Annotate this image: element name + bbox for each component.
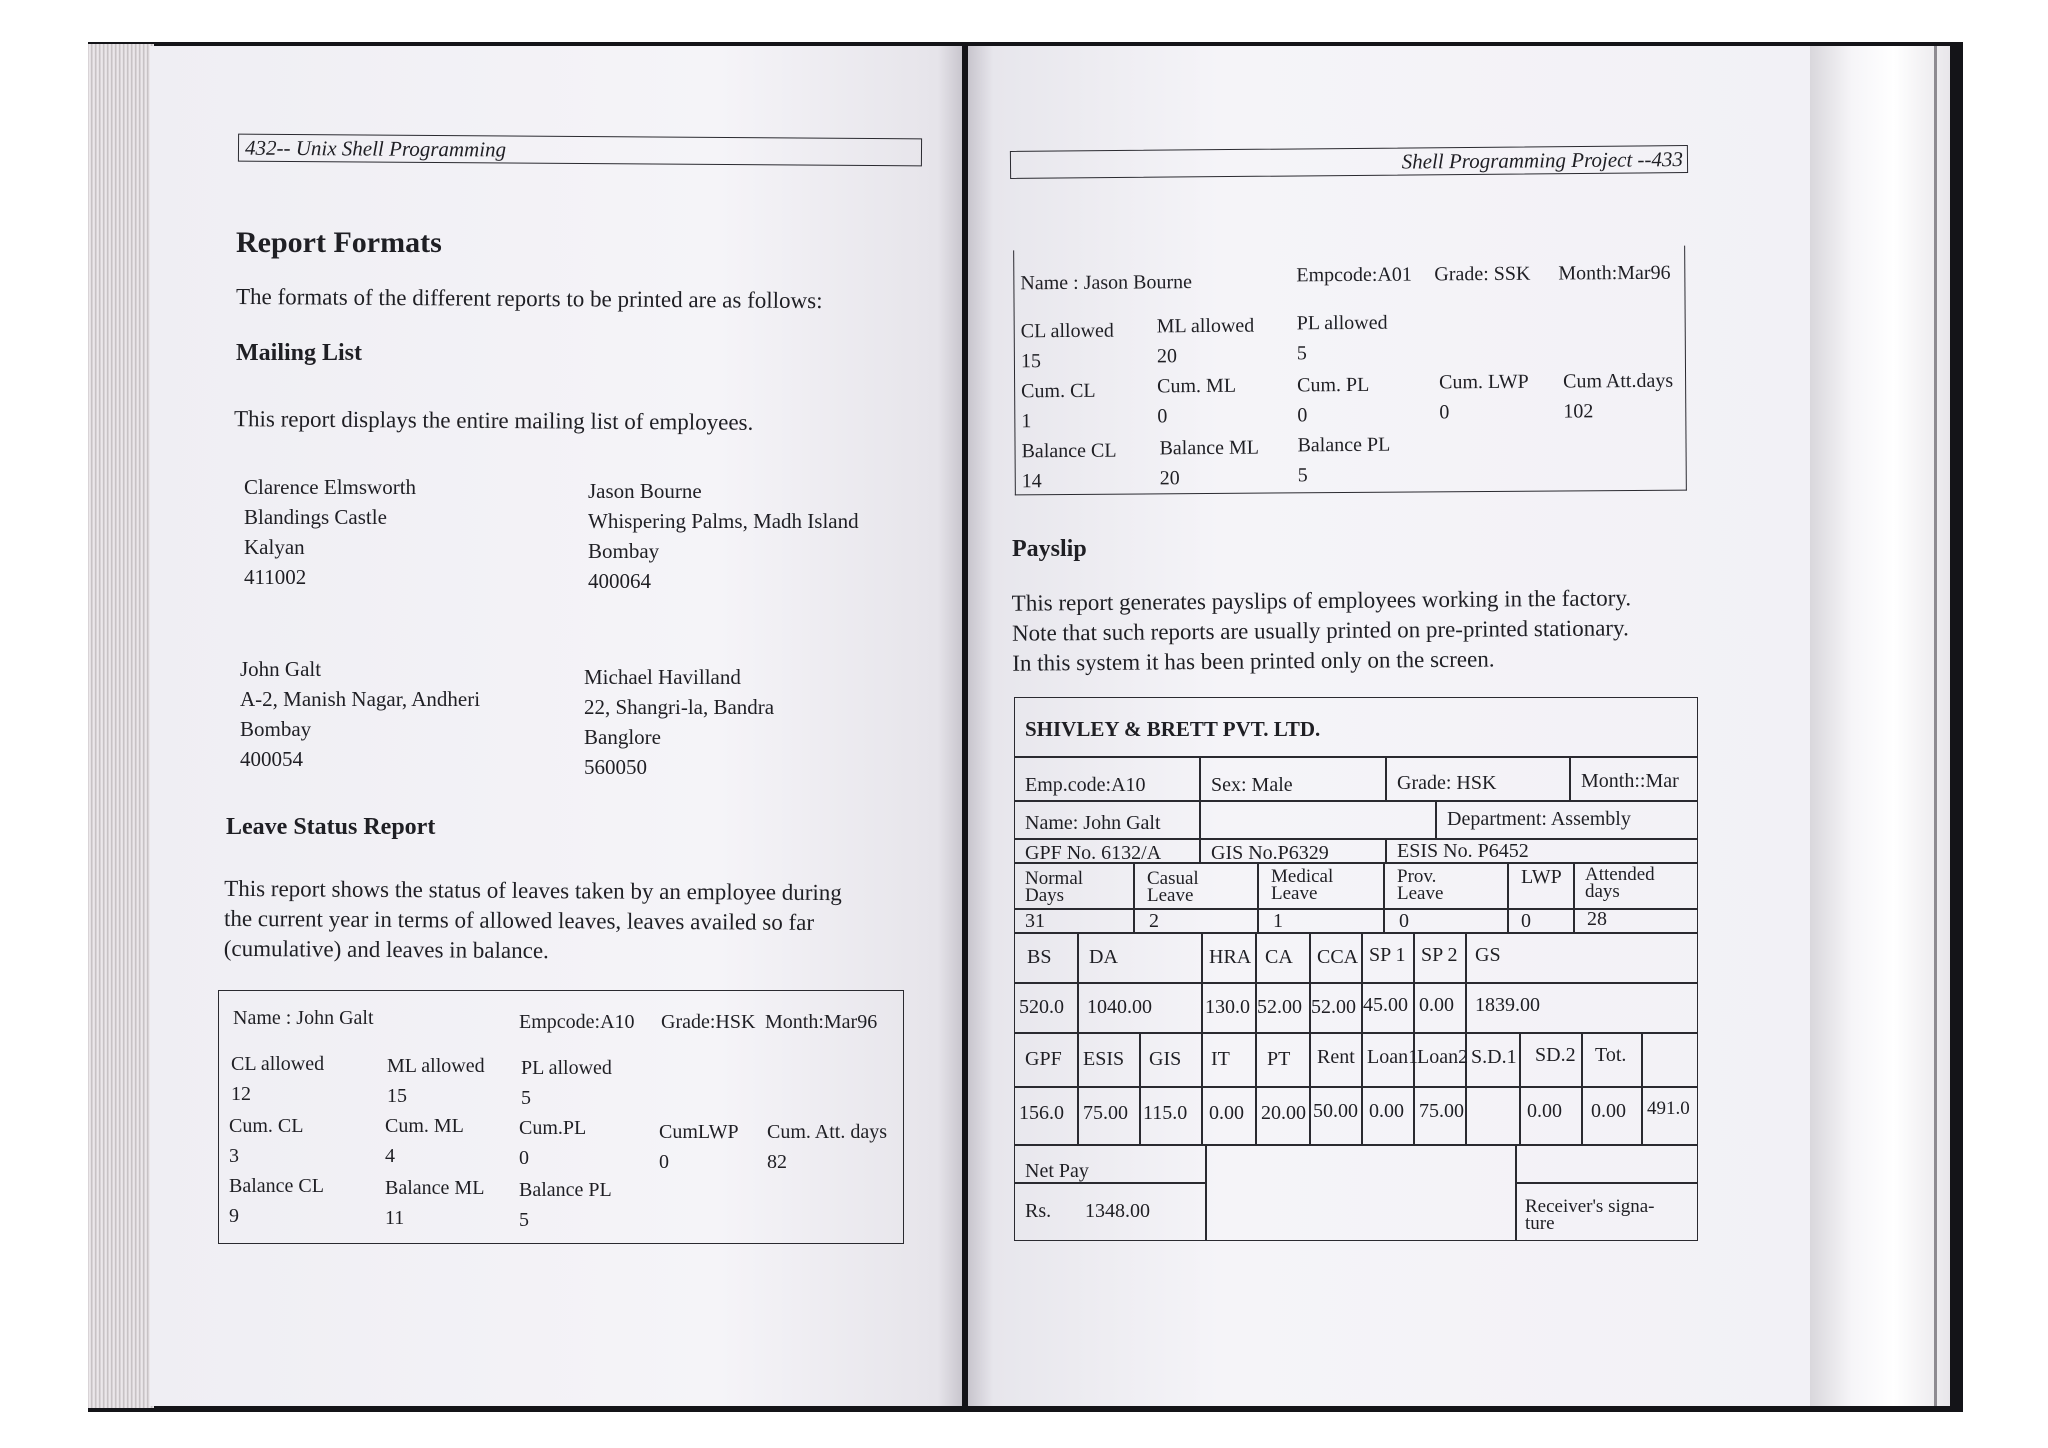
net-pay-label: Net Pay [1025,1160,1089,1182]
medical-leave-value: 1 [1273,910,1283,932]
earn-head-cca: CCA [1317,946,1359,968]
cum-pl-value: 0 [519,1147,529,1169]
col-divider [1139,1032,1141,1144]
casual-leave-label [1147,870,1199,904]
row-divider [1015,982,1697,984]
address-line: 411002 [244,565,307,589]
earn-head-ca: CA [1265,946,1293,968]
payslip-text-line: In this system it has been printed only on the screen. [1012,646,1495,676]
left-page-header [238,134,922,167]
col-divider [1199,838,1201,862]
normal-days-value: 31 [1025,910,1045,932]
col-divider [1199,800,1201,838]
ded-head-sd1: S.D.1 [1471,1046,1517,1068]
address-line: John Galt [240,657,322,681]
cum-ml-value: 0 [1157,405,1168,428]
cl-allowed-value: 15 [1020,350,1042,373]
address-line: Kalyan [244,535,305,559]
cum-att-value: 82 [767,1151,787,1173]
ml-allowed-label: ML allowed [387,1055,485,1077]
bal-pl-value: 5 [1297,464,1308,487]
ded-val-gpf: 156.0 [1019,1102,1064,1124]
cum-att-label: Cum. Att. days [767,1121,888,1143]
payslip-empcode: Emp.code:A10 [1025,774,1146,796]
ml-allowed-value: 15 [387,1085,407,1107]
address-line: Banglore [584,725,661,749]
earn-val-sp2: 0.00 [1419,994,1454,1016]
left-header-text: 432-- Unix Shell Programming [244,135,507,162]
cum-lwp-value: 0 [1439,401,1450,424]
earn-head-sp1: SP 1 [1369,944,1406,966]
prov-leave-value: 0 [1399,910,1409,932]
payslip-text-line: This report generates payslips of employees working in the factory. [1011,585,1632,616]
cum-pl-label: Cum. PL [1297,373,1370,397]
ded-val-sd1: 0.00 [1527,1100,1562,1122]
label-line: Attended [1585,864,1655,885]
col-divider [1515,1144,1517,1240]
left-page-edges [88,44,154,1408]
lwp-value: 0 [1521,910,1531,932]
ded-val-it: 0.00 [1209,1102,1244,1124]
bal-ml-value: 20 [1159,467,1180,490]
row-divider [1015,1086,1697,1088]
col-divider [1077,1032,1079,1144]
address-line: 560050 [584,755,647,779]
cum-ml-label: Cum. ML [385,1115,464,1137]
address-block-1 [244,472,416,592]
bal-cl-value: 14 [1021,470,1042,493]
address-line: Clarence Elmsworth [244,475,417,499]
payslip-department: Department: Assembly [1447,808,1631,830]
payslip-esis-no: ESIS No. P6452 [1397,840,1529,862]
row-divider [1015,1182,1205,1184]
ded-head-loan1: Loan1 [1367,1046,1419,1068]
leave-grade: Grade: SSK [1434,262,1531,286]
leave-empcode: Empcode:A10 [519,1011,635,1033]
leave-name: Name : John Galt [233,1007,374,1029]
leave-status-text [224,874,842,968]
earn-head-bs: BS [1027,946,1052,968]
earn-val-sp1: 45.00 [1363,994,1408,1016]
col-divider [1077,932,1079,1032]
cum-ml-value: 4 [385,1145,395,1167]
bal-pl-label: Balance PL [519,1179,612,1201]
earn-head-gs: GS [1475,944,1501,966]
payslip-month: Month::Mar [1581,770,1679,792]
leave-text-line: the current year in terms of allowed leaves, leaves availed so far [223,905,815,935]
col-divider [1641,1032,1643,1144]
label-line: Prov. [1397,866,1437,887]
leave-month: Month:Mar96 [765,1011,878,1033]
ded-head-it: IT [1211,1048,1230,1070]
leave-text-line: (cumulative) and leaves in balance. [223,935,549,964]
ded-val-tot: 491.0 [1647,1098,1690,1119]
col-divider [1309,1032,1311,1144]
pl-allowed-value: 5 [521,1087,531,1109]
ded-val-sd2: 0.00 [1591,1100,1626,1122]
address-line: Bombay [588,539,660,563]
leave-status-heading: Leave Status Report [226,814,436,840]
bal-ml-label: Balance ML [1159,436,1260,460]
leave-grade: Grade:HSK [661,1011,756,1033]
label-line: Medical [1271,866,1334,887]
pl-allowed-value: 5 [1296,342,1307,365]
ded-head-sd2: SD.2 [1535,1044,1576,1066]
medical-leave-label [1271,868,1333,902]
earn-val-bs: 520.0 [1019,996,1064,1018]
ded-val-esis: 75.00 [1083,1102,1128,1124]
col-divider [1199,756,1201,800]
bal-ml-value: 11 [385,1207,405,1229]
cum-lwp-value: 0 [659,1151,669,1173]
earn-val-gs: 1839.00 [1475,994,1540,1016]
col-divider [1413,932,1415,1032]
row-divider [1015,838,1697,840]
leave-name: Name : Jason Bourne [1020,271,1193,295]
label-line: Receiver's signa- [1525,1196,1655,1217]
leave-text-line: This report shows the status of leaves taken by an employee during [224,875,842,906]
ded-head-rent: Rent [1317,1046,1355,1068]
row-divider [1015,932,1697,934]
row-divider [1015,800,1697,802]
bal-cl-label: Balance CL [229,1175,324,1197]
address-line: Michael Havilland [584,665,741,689]
address-block-2 [588,476,859,596]
row-divider [1515,1182,1697,1184]
ded-head-esis: ESIS [1083,1048,1125,1070]
ml-allowed-label: ML allowed [1156,314,1255,338]
rs-label: Rs. [1025,1200,1052,1222]
address-line: A-2, Manish Nagar, Andheri [240,687,481,711]
page-title: Report Formats [236,226,442,259]
col-divider [1361,932,1363,1032]
label-line: Leave [1147,885,1194,906]
ded-head-tot: Tot. [1595,1044,1627,1066]
col-divider [1257,862,1259,932]
label-line: Casual [1147,868,1199,889]
col-divider [1255,1032,1257,1144]
ded-val-loan2: 75.00 [1419,1100,1464,1122]
cum-pl-value: 0 [1297,404,1308,427]
leave-empcode: Empcode:A01 [1296,263,1412,287]
right-page-edges [1810,46,1950,1406]
col-divider [1581,1032,1583,1144]
ded-val-rent: 50.00 [1313,1100,1358,1122]
payslip-sex: Sex: Male [1211,774,1293,796]
cum-cl-label: Cum. CL [1021,379,1096,403]
intro-text: The formats of the different reports to be printed are as follows: [235,283,823,314]
row-divider [1015,756,1697,758]
mailing-list-text: This report displays the entire mailing list of employees. [233,406,754,435]
right-header-text: Shell Programming Project --433 [1401,147,1684,174]
col-divider [1573,862,1575,932]
col-divider [1133,862,1135,932]
leave-status-box-jason-bourne [1013,246,1687,496]
ded-head-gis: GIS [1149,1048,1182,1070]
cl-allowed-label: CL allowed [1020,319,1114,343]
bal-pl-value: 5 [519,1209,529,1231]
earn-val-da: 1040.00 [1087,996,1152,1018]
bal-cl-label: Balance CL [1021,439,1117,463]
address-line: Bombay [240,717,312,741]
address-line: Whispering Palms, Madh Island [588,509,859,533]
leave-month: Month:Mar96 [1558,261,1671,285]
col-divider [1519,1032,1521,1144]
bal-pl-label: Balance PL [1297,433,1391,457]
ded-head-loan2: Loan2 [1417,1046,1469,1068]
ded-head-gpf: GPF [1025,1048,1062,1070]
label-line: Days [1025,885,1065,906]
payslip-table [1014,697,1698,1241]
cum-ml-label: Cum. ML [1157,374,1237,398]
cl-allowed-label: CL allowed [231,1053,325,1075]
earn-val-ca: 52.00 [1257,996,1302,1018]
ml-allowed-value: 20 [1156,345,1177,368]
cum-cl-label: Cum. CL [229,1115,304,1137]
col-divider [1507,862,1509,932]
row-divider [1015,1032,1697,1034]
cl-allowed-value: 12 [231,1083,251,1105]
label-line: ture [1525,1213,1555,1234]
ded-head-pt: PT [1267,1048,1291,1070]
cum-cl-value: 1 [1021,410,1032,433]
payslip-gpf-no: GPF No. 6132/A [1025,842,1162,864]
payslip-text-line: Note that such reports are usually printed on pre-printed stationary. [1011,615,1629,646]
cum-att-label: Cum Att.days [1563,369,1674,393]
attended-days-value: 28 [1587,908,1607,930]
col-divider [1361,1032,1363,1144]
cum-att-value: 102 [1563,400,1594,423]
cum-pl-label: Cum.PL [519,1117,587,1139]
payslip-name: Name: John Galt [1025,812,1161,834]
col-divider [1385,756,1387,800]
col-divider [1385,838,1387,862]
cum-cl-value: 3 [229,1145,239,1167]
bal-ml-label: Balance ML [385,1177,485,1199]
earn-head-hra: HRA [1209,946,1252,968]
col-divider [1569,756,1571,800]
col-divider [1435,800,1437,838]
address-block-3 [240,654,480,774]
label-line: days [1585,881,1620,902]
label-line: Normal [1025,868,1084,889]
earn-val-cca: 52.00 [1311,996,1356,1018]
attended-days-label [1585,866,1655,900]
row-divider [1015,1144,1697,1146]
col-divider [1205,1144,1207,1240]
receiver-signature-label [1525,1198,1655,1232]
bal-cl-value: 9 [229,1205,239,1227]
lwp-label: LWP [1521,866,1562,888]
prov-leave-label [1397,868,1443,902]
address-line: 400054 [240,747,303,771]
normal-days-label [1025,870,1083,904]
earn-val-hra: 130.0 [1205,996,1250,1018]
leave-status-box-john-galt [218,990,904,1244]
address-line: Jason Bourne [588,479,702,503]
payslip-text [1012,583,1632,678]
right-page-header [1010,145,1688,179]
col-divider [1383,862,1385,932]
pl-allowed-label: PL allowed [521,1057,612,1079]
col-divider [1465,932,1467,1032]
casual-leave-value: 2 [1149,910,1159,932]
earn-head-sp2: SP 2 [1421,944,1458,966]
address-line: Blandings Castle [244,505,387,529]
address-line: 400064 [588,569,651,593]
company-name: SHIVLEY & BRETT PVT. LTD. [1025,717,1321,741]
address-line: 22, Shangri-la, Bandra [584,695,775,719]
mailing-list-heading: Mailing List [236,340,363,366]
label-line: Leave [1397,883,1444,904]
payslip-heading: Payslip [1012,536,1087,562]
ded-val-pt: 20.00 [1261,1102,1306,1124]
earn-head-da: DA [1089,946,1118,968]
ded-val-loan1: 0.00 [1369,1100,1404,1122]
payslip-gis-no: GIS No.P6329 [1211,842,1329,864]
net-pay-value: 1348.00 [1085,1200,1150,1222]
ded-val-gis: 115.0 [1143,1102,1188,1124]
label-line: Leave [1271,883,1318,904]
cum-lwp-label: CumLWP [659,1121,739,1143]
col-divider [1201,932,1203,1032]
payslip-grade: Grade: HSK [1397,772,1497,794]
col-divider [1201,1032,1203,1144]
pl-allowed-label: PL allowed [1296,311,1388,335]
address-block-4 [584,662,774,782]
cum-lwp-label: Cum. LWP [1439,370,1529,394]
